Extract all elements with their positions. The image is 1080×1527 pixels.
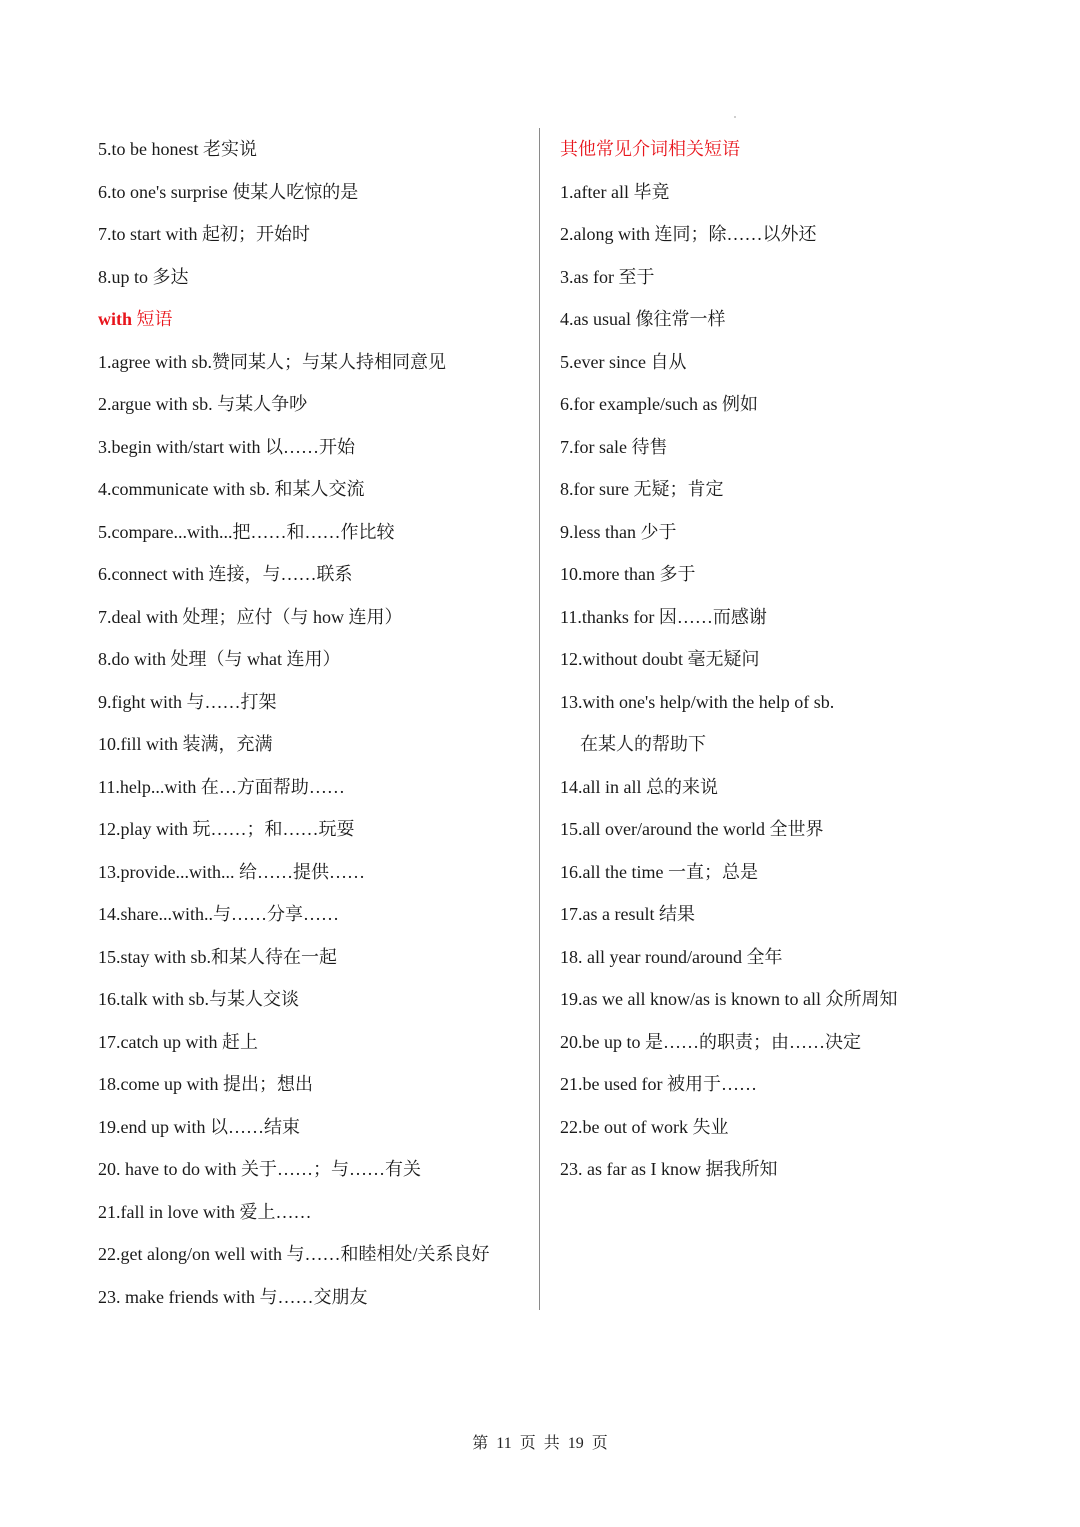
- phrase-item: 5.to be honest 老实说: [98, 139, 257, 159]
- phrase-item: 13.provide...with... 给……提供……: [98, 861, 365, 882]
- phrase-item: 13.with one's help/with the help of sb.: [560, 691, 835, 712]
- phrase-item: 10.fill with 装满，充满: [98, 734, 273, 754]
- phrase-item: 23. make friends with 与……交朋友: [98, 1286, 368, 1307]
- phrase-item: 14.share...with..与……分享……: [98, 904, 339, 924]
- phrase-item: 23. as far as I know 据我所知: [560, 1159, 778, 1179]
- phrase-item: 12.play with 玩……；和……玩耍: [98, 819, 355, 839]
- phrase-item: 11.help...with 在…方面帮助……: [98, 776, 345, 797]
- phrase-item: 20.be up to 是……的职责；由……决定: [560, 1031, 861, 1052]
- phrase-item: 15.all over/around the world 全世界: [560, 819, 824, 839]
- phrase-item: 5.compare...with...把……和……作比较: [98, 521, 395, 542]
- phrase-item: 9.less than 少于: [560, 521, 677, 542]
- phrase-item: 2.along with 连同；除……以外还: [560, 224, 817, 244]
- phrase-item: 1.agree with sb.赞同某人；与某人持相同意见: [98, 351, 446, 372]
- phrase-item: 22.get along/on well with 与……和睦相处/关系良好: [98, 1244, 490, 1264]
- phrase-item: 17.catch up with 赶上: [98, 1031, 258, 1052]
- phrase-item: 17.as a result 结果: [560, 904, 695, 924]
- phrase-item: 7.for sale 待售: [560, 436, 668, 457]
- phrase-item: 8.up to 多达: [98, 266, 189, 287]
- phrase-item: 21.be used for 被用于……: [560, 1074, 757, 1094]
- phrase-item: 7.deal with 处理；应付（与 how 连用）: [98, 606, 403, 627]
- phrase-item: 5.ever since 自从: [560, 351, 687, 372]
- phrase-item: 20. have to do with 关于……；与……有关: [98, 1159, 421, 1179]
- phrase-item: 22.be out of work 失业: [560, 1116, 729, 1137]
- phrase-item: 9.fight with 与……打架: [98, 691, 277, 712]
- phrase-item: 12.without doubt 毫无疑问: [560, 649, 760, 669]
- phrase-item: 2.argue with sb. 与某人争吵: [98, 394, 308, 414]
- section-heading-with-zh: 短语: [132, 309, 173, 329]
- other-phrases-list: [560, 171, 1020, 1191]
- phrase-item: 4.as usual 像往常一样: [560, 309, 726, 329]
- phrase-item: 11.thanks for 因……而感谢: [560, 606, 767, 627]
- right-column: [560, 128, 1020, 1191]
- phrase-item: 19.end up with 以……结束: [98, 1116, 300, 1137]
- phrase-item: 18. all year round/around 全年: [560, 946, 783, 967]
- with-phrases-list: [98, 341, 528, 1319]
- phrase-item: 6.for example/such as 例如: [560, 394, 758, 414]
- phrase-item: 15.stay with sb.和某人待在一起: [98, 946, 338, 967]
- phrase-item: 21.fall in love with 爱上……: [98, 1201, 312, 1222]
- phrase-item: 19.as we all know/as is known to all 众所周知: [560, 989, 898, 1009]
- phrase-meaning-continuation: 在某人的帮助下: [580, 734, 706, 754]
- phrase-item: 7.to start with 起初；开始时: [98, 224, 310, 244]
- phrase-item: 3.as for 至于: [560, 266, 655, 287]
- phrase-item: 3.begin with/start with 以……开始: [98, 436, 355, 457]
- phrase-item: 4.communicate with sb. 和某人交流: [98, 479, 365, 499]
- left-column: [98, 128, 528, 1318]
- phrase-item: 16.talk with sb.与某人交谈: [98, 989, 299, 1009]
- phrase-item: 16.all the time 一直；总是: [560, 861, 758, 882]
- phrase-item: 14.all in all 总的来说: [560, 776, 718, 797]
- section-heading-with: [98, 298, 528, 341]
- phrase-item: 8.do with 处理（与 what 连用）: [98, 649, 341, 669]
- phrase-item: 1.after all 毕竟: [560, 181, 670, 202]
- column-divider: [539, 128, 540, 1310]
- phrase-item: 8.for sure 无疑；肯定: [560, 479, 724, 499]
- phrase-item: 6.connect with 连接，与……联系: [98, 564, 353, 584]
- section-heading-with-en: with: [98, 309, 133, 329]
- phrase-item: 6.to one's surprise 使某人吃惊的是: [98, 181, 359, 202]
- top-items-list: [98, 128, 528, 298]
- page-number-footer: 第 11 页 共 19 页: [472, 1435, 608, 1452]
- phrase-item: 18.come up with 提出；想出: [98, 1074, 313, 1094]
- scan-speck: [734, 116, 736, 118]
- phrase-item: 10.more than 多于: [560, 564, 696, 584]
- section-heading-other-prepositions: 其他常见介词相关短语: [560, 139, 740, 159]
